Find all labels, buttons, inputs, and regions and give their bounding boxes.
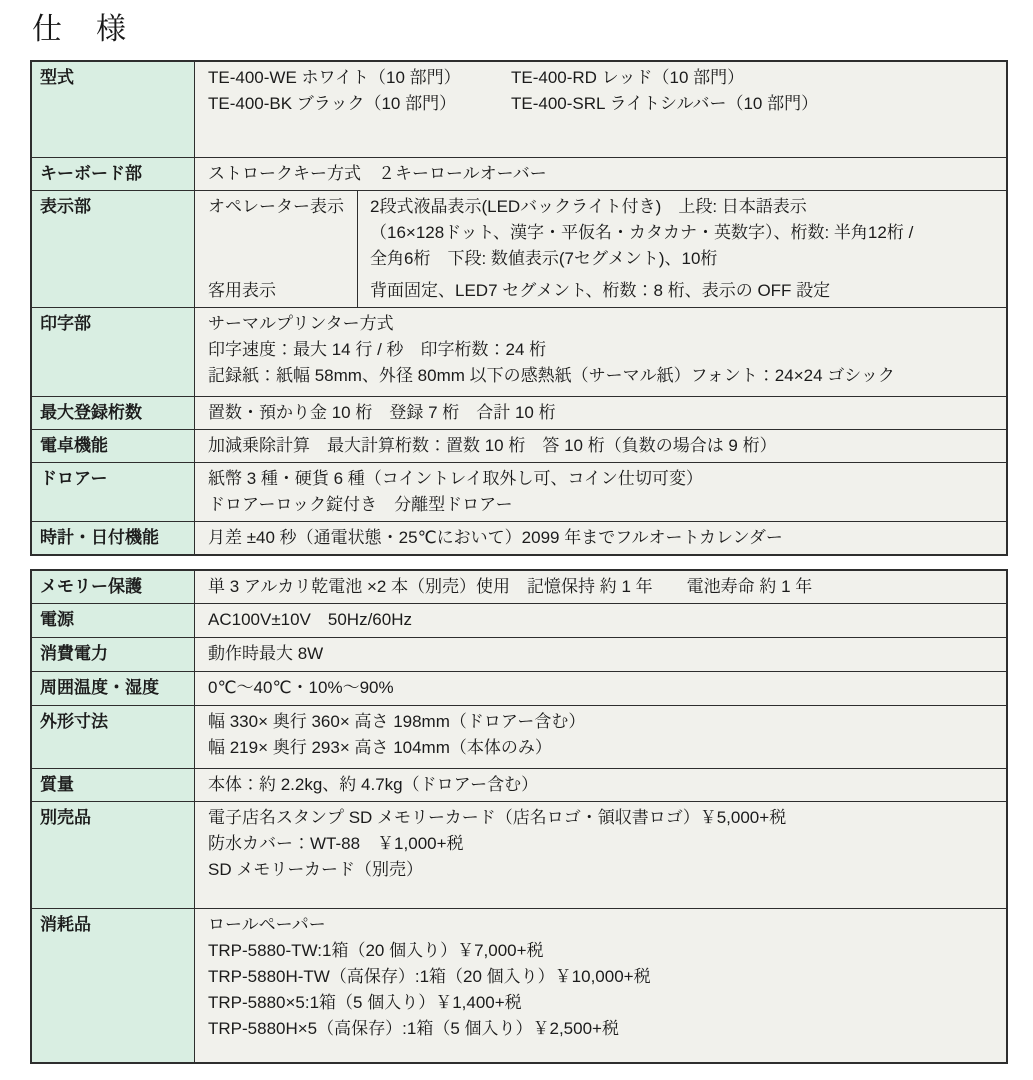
- spec-line: ストロークキー方式 ２キーロールオーバー: [208, 164, 547, 183]
- model-item: TE-400-WE ホワイト（10 部門）: [208, 68, 461, 87]
- page-title: 仕 様: [32, 13, 128, 46]
- row-value-ambient-temperature-humidity: [195, 672, 1006, 705]
- row-label-power-supply: 電源: [32, 604, 195, 637]
- spec-table-secondary: [30, 569, 1008, 1064]
- spec-line: TRP-5880-TW:1箱（20 個入り）￥7,000+税: [208, 941, 544, 960]
- spec-row-memory-protection: [32, 571, 1006, 603]
- row-value-printer: [195, 308, 1006, 396]
- spec-line: 2段式液晶表示(LEDバックライト付き) 上段: 日本語表示: [370, 197, 807, 216]
- sub-content-1: [357, 275, 1006, 307]
- sub-label-0: オペレーター表示: [208, 197, 344, 216]
- spec-row-ambient-temperature-humidity: [32, 671, 1006, 705]
- spec-table-main: [30, 60, 1008, 556]
- spec-line: TRP-5880H×5（高保存）:1箱（5 個入り）￥2,500+税: [208, 1019, 619, 1038]
- spec-row-dimensions: [32, 705, 1006, 768]
- spec-line: 幅 330× 奥行 360× 高さ 198mm（ドロアー含む）: [208, 712, 586, 731]
- spec-line: 印字速度：最大 14 行 / 秒 印字桁数：24 桁: [208, 340, 547, 359]
- spec-line: ロールペーパー: [208, 915, 326, 934]
- spec-line: 加減乗除計算 最大計算桁数：置数 10 桁 答 10 桁（負数の場合は 9 桁）: [208, 436, 777, 455]
- sub-label-1: 客用表示: [208, 281, 276, 300]
- spec-row-printer: [32, 307, 1006, 396]
- row-label-dimensions: 外形寸法: [32, 706, 195, 768]
- spec-row-weight: [32, 768, 1006, 801]
- spec-row-power-supply: [32, 603, 1006, 637]
- spec-line: 紙幣 3 種・硬貨 6 種（コイントレイ取外し可、コイン仕切可変）: [208, 469, 703, 488]
- row-value-power-supply: [195, 604, 1006, 637]
- row-label-drawer: ドロアー: [32, 463, 195, 521]
- spec-row-clock-date-function: [32, 521, 1006, 554]
- row-label-optional-items: 別売品: [32, 802, 195, 908]
- row-value-consumables: [195, 909, 1006, 1062]
- row-label-clock-date-function: 時計・日付機能: [32, 522, 195, 554]
- row-label-memory-protection: メモリー保護: [32, 571, 195, 603]
- spec-line: （16×128ドット、漢字・平仮名・カタカナ・英数字）、桁数: 半角12桁 /: [370, 223, 914, 242]
- spec-line: TRP-5880H-TW（高保存）:1箱（20 個入り）￥10,000+税: [208, 967, 651, 986]
- spec-row-model: [32, 62, 1006, 157]
- spec-row-power-consumption: [32, 637, 1006, 671]
- spec-line: 0℃～40℃・10%～90%: [208, 678, 394, 697]
- row-label-weight: 質量: [32, 769, 195, 801]
- row-value-display: [195, 191, 1006, 307]
- spec-line: 単 3 アルカリ乾電池 ×2 本（別売）使用 記憶保持 約 1 年 電池寿命 約 1 年: [208, 577, 813, 596]
- spec-row-keyboard: [32, 157, 1006, 190]
- spec-line: 幅 219× 奥行 293× 高さ 104mm（本体のみ）: [208, 738, 552, 757]
- spec-line: 記録紙：紙幅 58mm、外径 80mm 以下の感熱紙（サーマル紙）フォント：24×24 ゴシック: [208, 366, 895, 385]
- spec-row-display: [32, 190, 1006, 307]
- spec-line: サーマルプリンター方式: [208, 314, 394, 333]
- row-value-keyboard: [195, 158, 1006, 190]
- spec-line: SD メモリーカード（別売）: [208, 860, 423, 879]
- row-label-keyboard: キーボード部: [32, 158, 195, 190]
- spec-line: ドロアーロック錠付き 分離型ドロアー: [208, 495, 513, 514]
- row-value-dimensions: [195, 706, 1006, 768]
- model-item: TE-400-RD レッド（10 部門）: [511, 68, 745, 87]
- row-label-max-registration-digits: 最大登録桁数: [32, 397, 195, 429]
- row-value-memory-protection: [195, 571, 1006, 603]
- spec-row-optional-items: [32, 801, 1006, 908]
- spec-row-max-registration-digits: [32, 396, 1006, 429]
- spec-line: 月差 ±40 秒（通電状態・25℃において）2099 年までフルオートカレンダー: [208, 528, 783, 547]
- row-value-power-consumption: [195, 638, 1006, 671]
- spec-line: 背面固定、LED7 セグメント、桁数：8 桁、表示の OFF 設定: [370, 281, 831, 300]
- row-label-power-consumption: 消費電力: [32, 638, 195, 671]
- model-item: TE-400-BK ブラック（10 部門）: [208, 94, 457, 113]
- row-label-calculator-function: 電卓機能: [32, 430, 195, 462]
- spec-line: 電子店名スタンプ SD メモリーカード（店名ロゴ・領収書ロゴ）￥5,000+税: [208, 808, 787, 827]
- spec-line: 防水カバー：WT-88 ￥1,000+税: [208, 834, 464, 853]
- row-label-consumables: 消耗品: [32, 909, 195, 1062]
- row-label-ambient-temperature-humidity: 周囲温度・湿度: [32, 672, 195, 705]
- spec-row-drawer: [32, 462, 1006, 521]
- row-label-display: 表示部: [32, 191, 195, 307]
- row-value-drawer: [195, 463, 1006, 521]
- spec-row-calculator-function: [32, 429, 1006, 462]
- row-value-calculator-function: [195, 430, 1006, 462]
- spec-line: 置数・預かり金 10 桁 登録 7 桁 合計 10 桁: [208, 403, 556, 422]
- row-value-model: [195, 62, 1006, 157]
- row-value-weight: [195, 769, 1006, 801]
- row-label-model: 型式: [32, 62, 195, 157]
- model-item: TE-400-SRL ライトシルバー（10 部門）: [511, 94, 819, 113]
- row-label-printer: 印字部: [32, 308, 195, 396]
- sub-content-0: [357, 191, 1006, 275]
- row-value-optional-items: [195, 802, 1006, 908]
- row-value-max-registration-digits: [195, 397, 1006, 429]
- spec-line: 動作時最大 8W: [208, 644, 324, 663]
- row-value-clock-date-function: [195, 522, 1006, 554]
- spec-line: TRP-5880×5:1箱（5 個入り）￥1,400+税: [208, 993, 522, 1012]
- spec-line: 全角6桁 下段: 数値表示(7セグメント)、10桁: [370, 249, 718, 268]
- spec-row-consumables: [32, 908, 1006, 1062]
- spec-line: 本体：約 2.2kg、約 4.7kg（ドロアー含む）: [208, 775, 539, 794]
- spec-line: AC100V±10V 50Hz/60Hz: [208, 610, 412, 629]
